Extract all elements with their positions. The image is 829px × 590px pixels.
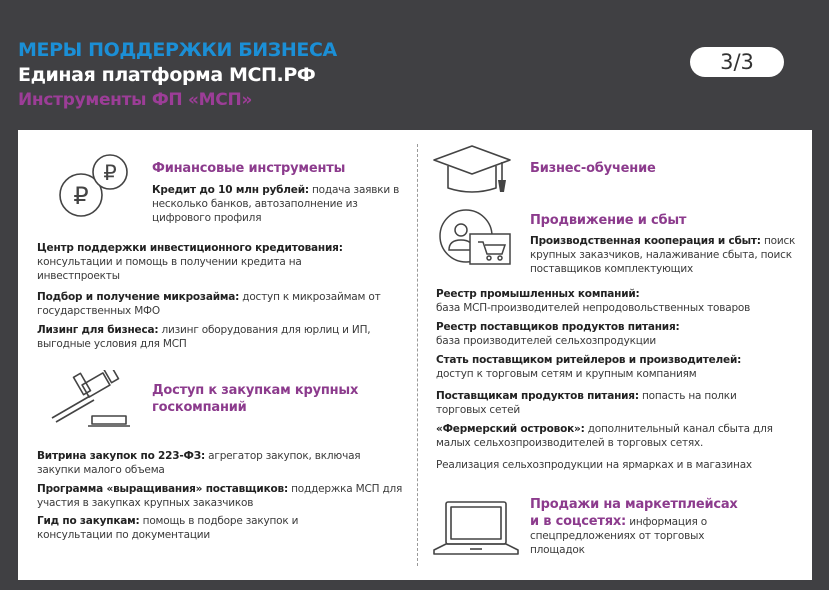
micro-item [37,290,402,318]
leasing-item [37,323,402,351]
header [18,38,337,112]
fairs-item: Реализация сельхозпродукции на ярмарках и в магазинах [436,459,752,471]
marketplace-heading-line2: и в соцсетях: [530,514,627,529]
shelves-item [436,389,776,417]
food-label: Реестр поставщиков продуктов питания: [436,321,680,333]
credit-label: Кредит до 10 млн рублей: [152,184,309,196]
laptop-icon [430,498,522,560]
procurement-heading: Доступ к закупкам крупных госкомпаний [152,383,359,415]
page-subtitle: Единая платформа МСП.РФ [18,64,316,86]
invest-text: консультации и помощь в получении кредита на инвестпроекты [37,256,302,282]
content-panel [18,130,812,580]
shelves-text: попасть на полки торговых сетей [436,390,737,416]
credit-text: подача заявки в несколько банков, автозаполнение из цифрового профиля [152,184,400,224]
coop-item [530,234,802,276]
registry-text: база МСП-производителей непродовольственных товаров [436,302,751,314]
farm-item [436,422,781,450]
marketplace-text: информация о спецпредложениях от торговых площадок [530,516,707,556]
shopping-cart-icon [438,208,514,272]
leasing-text: лизинг оборудования для юрлиц и ИП, выгодные условия для МСП [37,324,371,350]
grow-label: Программа «выращивания» поставщиков: [37,483,288,495]
farm-label: «Фермерский островок»: [436,423,585,435]
shelves-label: Поставщикам продуктов питания: [436,390,639,402]
invest-item [37,241,357,283]
page-title: МЕРЫ ПОДДЕРЖКИ БИЗНЕСА [18,39,337,61]
food-text: база производителей сельхозпродукции [436,335,656,347]
gavel-icon [44,370,136,430]
financial-heading: Финансовые инструменты [152,161,346,176]
promotion-heading: Продвижение и сбыт [530,213,687,228]
leasing-label: Лизинг для бизнеса: [37,324,159,336]
invest-label: Центр поддержки инвестиционного кредитования: [37,242,343,254]
retail-text: доступ к торговым сетям и крупным компаниям [436,368,697,380]
section-title: Инструменты ФП «МСП» [18,90,253,110]
page-counter: 3/3 [690,47,784,77]
education-heading: Бизнес-обучение [530,161,656,176]
registry-label: Реестр промышленных компаний: [436,288,640,300]
credit-item [152,183,402,225]
marketplace-heading-line1: Продажи на маркетплейсах [530,497,738,512]
retail-item [436,353,791,381]
coins-icon [56,152,142,222]
showcase-label: Витрина закупок по 223-ФЗ: [37,450,205,462]
retail-label: Стать поставщиком ритейлеров и производителей: [436,354,742,366]
micro-label: Подбор и получение микрозайма: [37,291,240,303]
registry-item [436,287,776,315]
showcase-text: агрегатор закупок, включая закупки малого объема [37,450,361,476]
marketplace-item [530,515,730,557]
showcase-item [37,449,387,477]
grow-text: поддержка МСП для участия в закупках крупных заказчиков [37,483,403,509]
svg-text:₽: ₽ [103,161,117,185]
farm-text: дополнительный канал сбыта для малых сельхозпроизводителей в торговых сетях. [436,423,773,449]
grow-item [37,482,409,510]
svg-text:₽: ₽ [73,182,89,210]
marketplace-heading [530,496,750,513]
graduation-cap-icon [430,142,514,194]
micro-text: доступ к микрозаймам от государственных МФО [37,291,381,317]
coop-label: Производственная кооперация и сбыт: [530,235,761,247]
coop-text: поиск крупных заказчиков, налаживание сбыта, поиск поставщиков комплектующих [530,235,796,275]
column-divider [417,144,418,566]
food-item [436,320,776,348]
guide-label: Гид по закупкам: [37,515,140,527]
guide-item [37,514,337,542]
guide-text: помощь в подборе закупок и консультации по документации [37,515,299,541]
